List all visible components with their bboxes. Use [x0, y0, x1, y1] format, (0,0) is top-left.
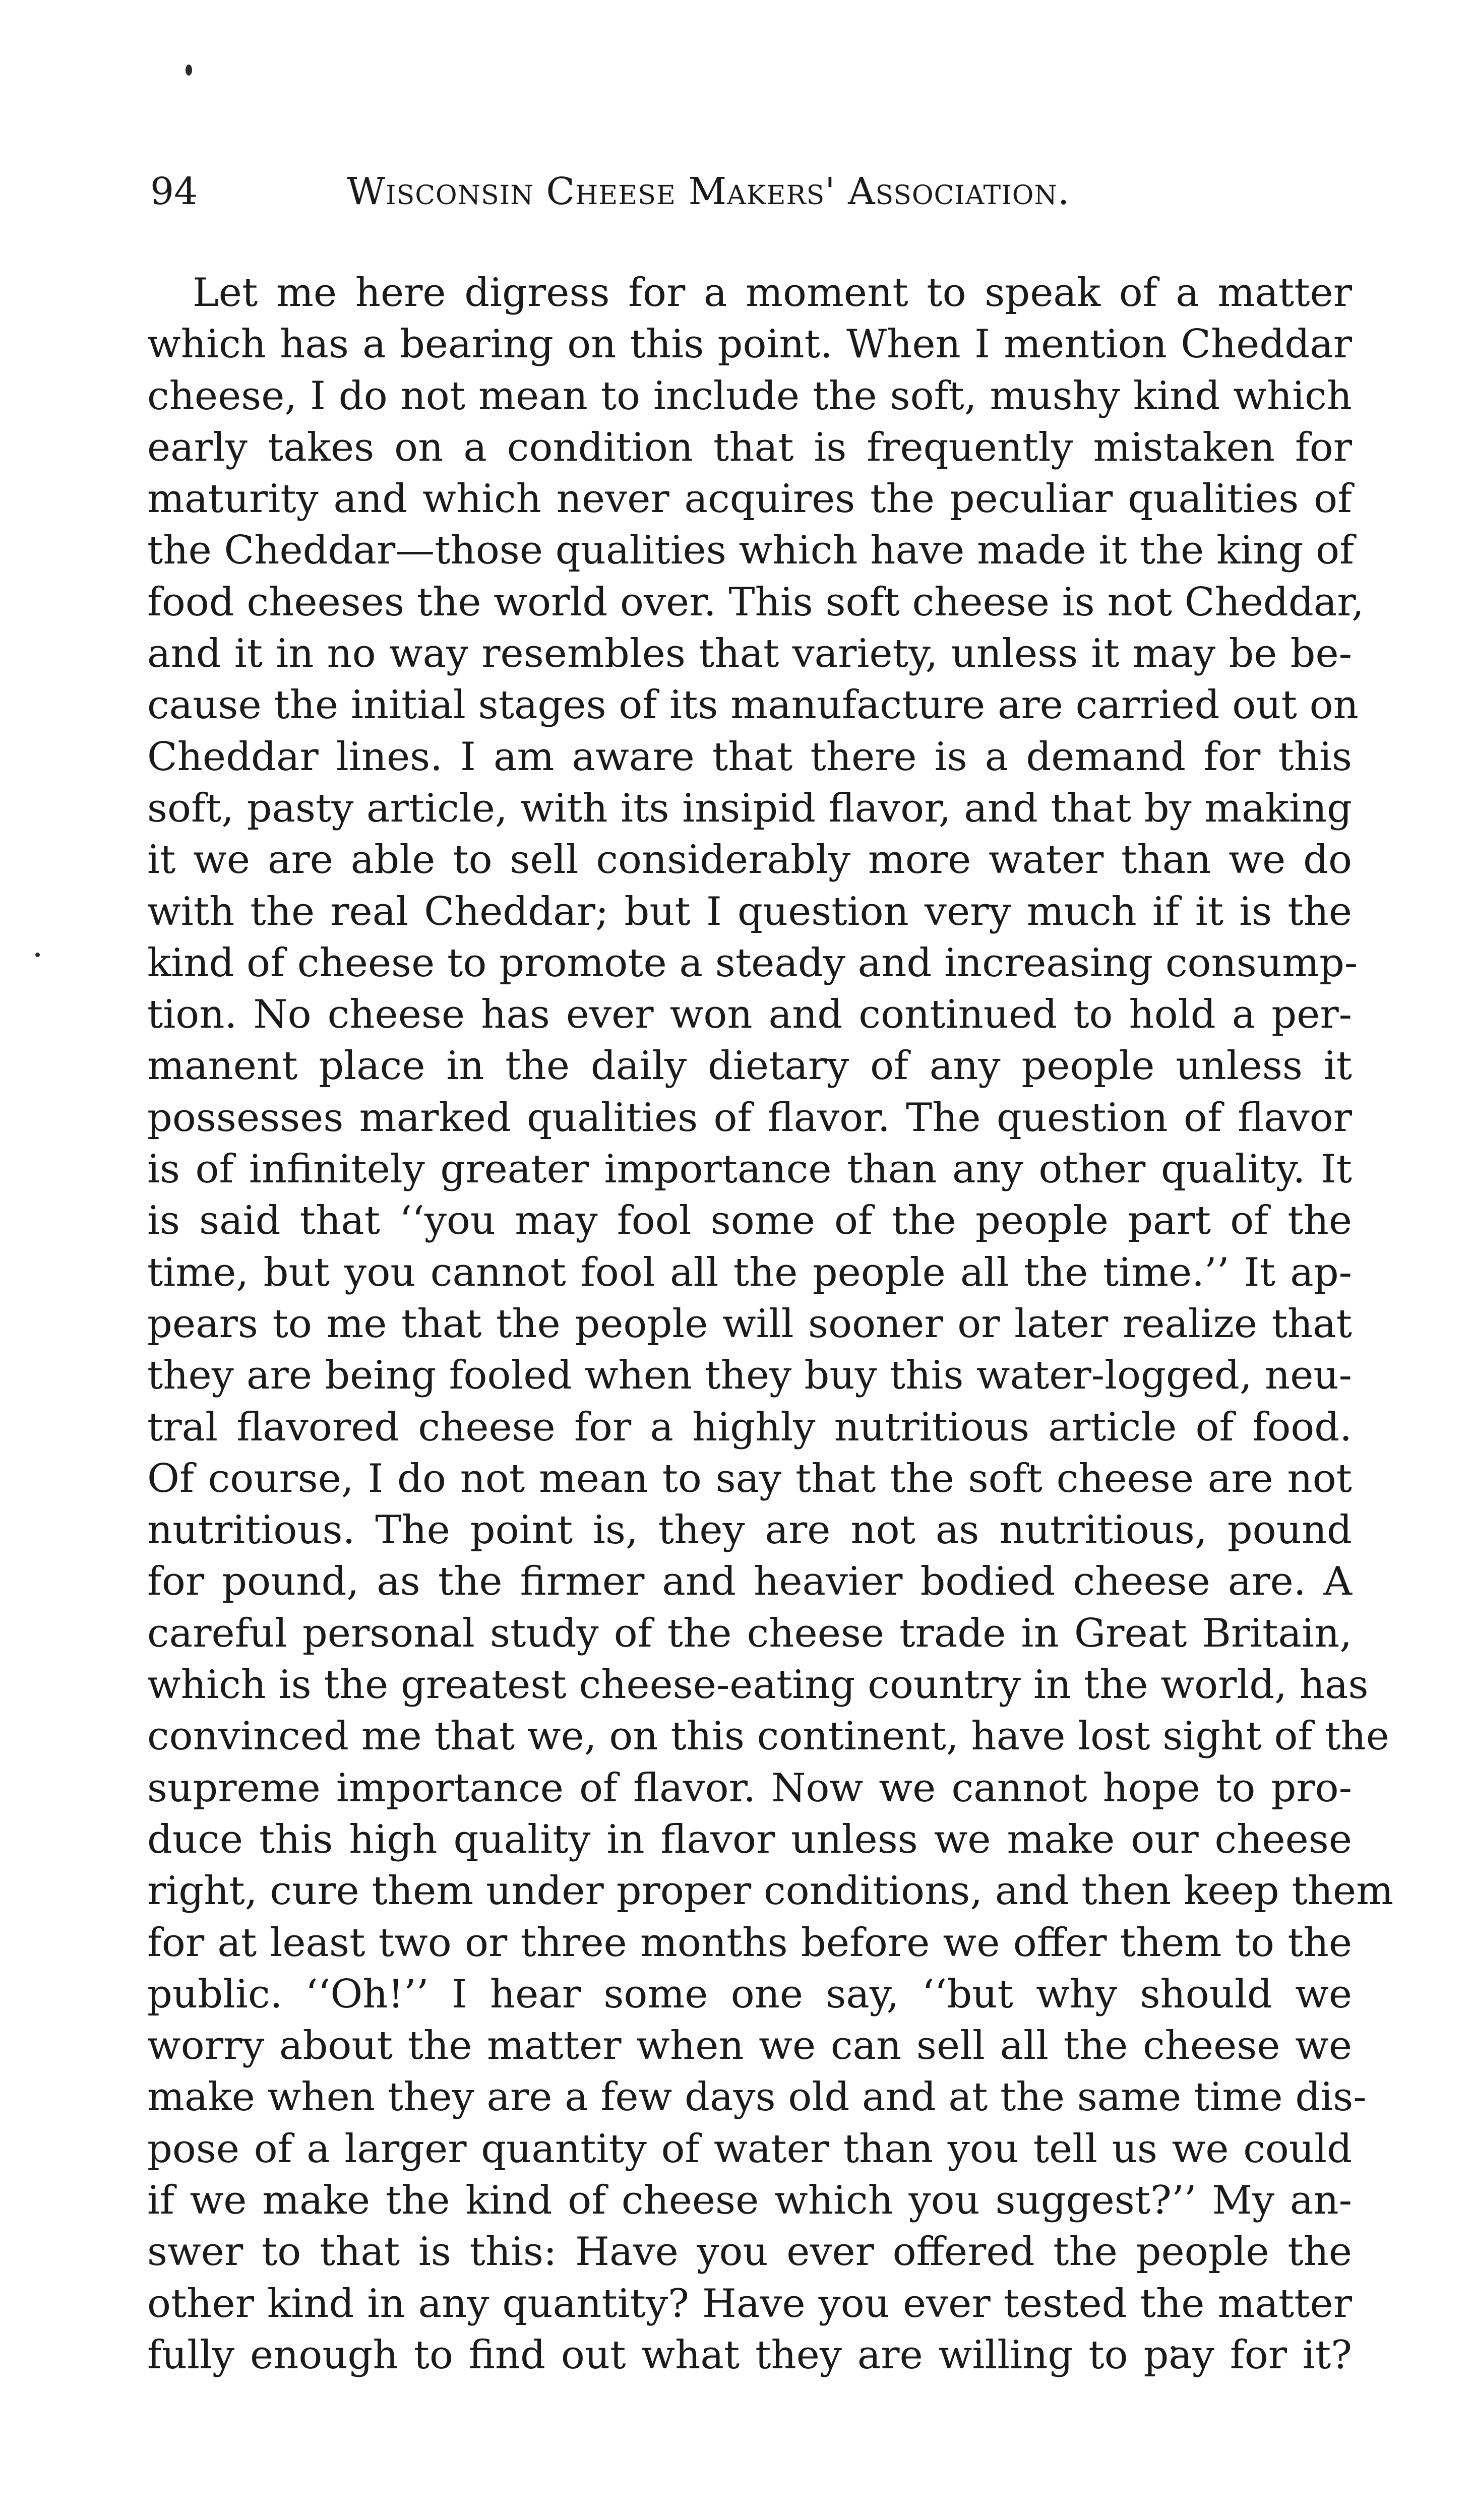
text-line: it we are able to sell considerably more water than we do	[147, 837, 1352, 883]
text-line: early takes on a condition that is frequently mistaken for	[147, 424, 1352, 470]
text-line: which has a bearing on this point. When I mention Cheddar	[147, 322, 1352, 367]
text-line: pose of a larger quantity of water than you tell us we could	[147, 2126, 1352, 2172]
text-line: time, but you cannot fool all the people all the time.’’ It ap-	[147, 1249, 1352, 1295]
text-line: is of infinitely greater importance than any other quality. It	[147, 1147, 1352, 1192]
body-paragraph	[147, 267, 1394, 2381]
text-line: with the real Cheddar; but I question very much if it is the	[147, 889, 1352, 934]
text-line: Of course, I do not mean to say that the soft cheese are not	[147, 1456, 1352, 1501]
text-line: tion. No cheese has ever won and continued to hold a per-	[147, 992, 1352, 1038]
text-line: fully enough to find out what they are willing to pay for it?	[147, 2332, 1352, 2378]
print-speck-top	[186, 65, 192, 76]
text-line: which is the greatest cheese-eating country in the world, has	[147, 1662, 1369, 1708]
text-line: and it in no way resembles that variety, unless it may be be-	[147, 631, 1352, 677]
text-line: manent place in the daily dietary of any people unless it	[147, 1043, 1352, 1089]
text-line: if we make the kind of cheese which you suggest?’’ My an-	[147, 2177, 1352, 2223]
text-line: make when they are a few days old and at the same time dis-	[147, 2074, 1367, 2120]
text-line: Let me here digress for a moment to speak of a matter	[193, 270, 1352, 316]
text-line: the Cheddar—those qualities which have made it the king of	[147, 528, 1355, 574]
text-line: convinced me that we, on this continent, have lost sight of the	[147, 1714, 1389, 1759]
text-line: nutritious. The point is, they are not as nutritious, pound	[147, 1507, 1352, 1553]
print-speck-left	[35, 953, 40, 957]
text-line: public. ‘‘Oh!’’ I hear some one say, ‘‘but why should we	[147, 1971, 1352, 2017]
text-line: cause the initial stages of its manufacture are carried out on	[147, 682, 1359, 728]
text-line: soft, pasty article, with its insipid flavor, and that by making	[147, 785, 1352, 831]
text-line: careful personal study of the cheese trade in Great Britain,	[147, 1610, 1352, 1656]
text-line: is said that ‘‘you may fool some of the people part of the	[147, 1198, 1352, 1244]
text-line: they are being fooled when they buy this water-logged, neu-	[147, 1353, 1352, 1399]
text-line: food cheeses the world over. This soft cheese is not Cheddar,	[147, 579, 1364, 625]
text-line: duce this high quality in flavor unless we make our cheese	[147, 1816, 1352, 1862]
text-line: tral flavored cheese for a highly nutritious article of food.	[147, 1404, 1352, 1450]
text-line: other kind in any quantity? Have you ever tested the matter	[147, 2281, 1352, 2326]
text-line: Cheddar lines. I am aware that there is a demand for this	[147, 734, 1352, 780]
text-line: pears to me that the people will sooner or later realize that	[147, 1301, 1352, 1347]
page-header	[150, 164, 1350, 219]
text-line: possesses marked qualities of flavor. The question of flavor	[147, 1095, 1352, 1141]
text-line: maturity and which never acquires the peculiar qualities of	[147, 476, 1352, 522]
text-line: worry about the matter when we can sell all the cheese we	[147, 2023, 1352, 2069]
text-line: for at least two or three months before we offer them to the	[147, 1920, 1352, 1966]
text-line: cheese, I do not mean to include the soft, mushy kind which	[147, 373, 1352, 419]
running-head: Wisconsin Cheese Makers' Association.	[347, 170, 1070, 213]
text-line: kind of cheese to promote a steady and increasing consump-	[147, 940, 1358, 986]
text-line: right, cure them under proper conditions, and then keep them	[147, 1868, 1394, 1914]
text-line: for pound, as the firmer and heavier bodied cheese are. A	[147, 1559, 1352, 1605]
text-line: supreme importance of flavor. Now we cannot hope to pro-	[147, 1765, 1352, 1811]
page-number: 94	[150, 170, 198, 213]
text-line: swer to that is this: Have you ever offered the people the	[147, 2229, 1352, 2275]
